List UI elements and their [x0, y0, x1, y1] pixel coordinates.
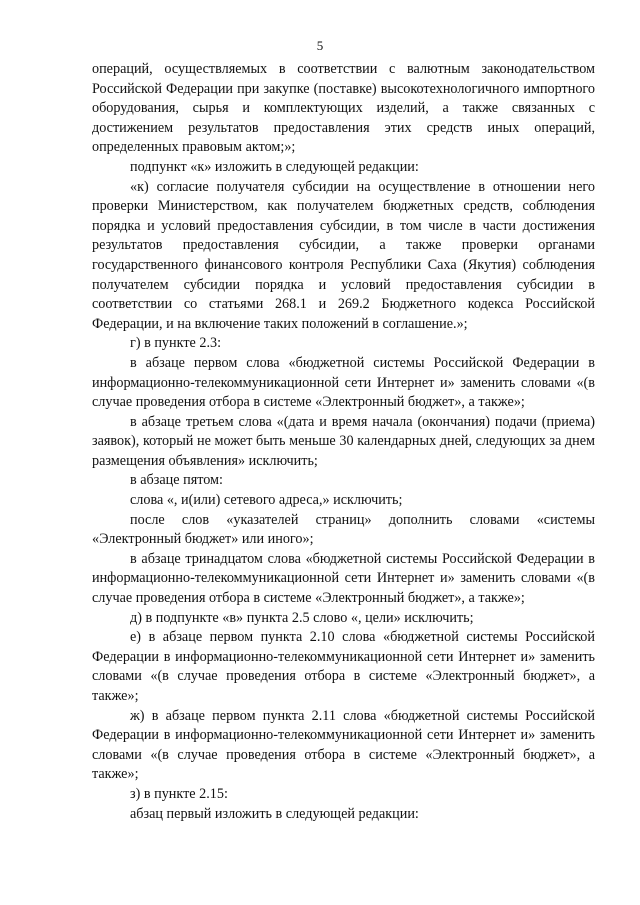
paragraph: в абзаце первом слова «бюджетной системы Российской Федерации в информационно-телекоммуникационной сети Интернет и» заменить словами «(в случае проведения отбора в системе «Электронный бюджет», а также»; — [92, 354, 595, 411]
paragraph: абзац первый изложить в следующей редакции: — [130, 805, 419, 822]
paragraph: «к) согласие получателя субсидии на осуществление в отношении него проверки Министерством, как получателем бюджетных средств, соблюдения порядка и условий предоставления субсидии, в том числе в части достижения результатов предоставления субсидии, а также проверки органами государственного финансового контроля Республики Саха (Якутия) соблюдения получателем субсидии порядка и условий предоставления субсидии в соответствии со статьями 268.1 и 269.2 Бюджетного кодекса Российской Федерации, и на включение таких положений в соглашение.»; — [92, 178, 595, 332]
paragraph: подпункт «к» изложить в следующей редакции: — [130, 158, 419, 175]
paragraph: з) в пункте 2.15: — [130, 785, 228, 802]
paragraph: в абзаце пятом: — [130, 472, 223, 489]
paragraph: ж) в абзаце первом пункта 2.11 слова «бюджетной системы Российской Федерации в информационно-телекоммуникационной сети Интернет и» заменить словами «(в случае проведения отбора в системе «Электронный бюджет», а также»; — [92, 707, 595, 783]
document-body — [92, 60, 595, 824]
paragraph: операций, осуществляемых в соответствии с валютным законодательством Российской Федерации при закупке (поставке) высокотехнологичного импортного оборудования, сырья и комплектующих изделий, а также связанных с достижением результатов предоставления этих средств иных операций, определенных правовым актом;»; — [92, 61, 595, 156]
paragraph: слова «, и(или) сетевого адреса,» исключить; — [130, 492, 403, 509]
paragraph: после слов «указателей страниц» дополнить словами «системы «Электронный бюджет» или иного»; — [92, 511, 595, 548]
page-number: 5 — [316, 38, 324, 53]
paragraph: е) в абзаце первом пункта 2.10 слова «бюджетной системы Российской Федерации в информационно-телекоммуникационной сети Интернет и» заменить словами «(в случае проведения отбора в системе «Электронный бюджет», а также»; — [92, 629, 595, 704]
paragraph: г) в пункте 2.3: — [130, 335, 222, 352]
paragraph: д) в подпункте «в» пункта 2.5 слово «, цели» исключить; — [130, 609, 474, 626]
paragraph: в абзаце тринадцатом слова «бюджетной системы Российской Федерации в информационно-телекоммуникационной сети Интернет и» заменить словами «(в случае проведения отбора в системе «Электронный бюджет», а также»; — [92, 550, 595, 607]
paragraph: в абзаце третьем слова «(дата и время начала (окончания) подачи (приема) заявок), который не может быть меньше 30 календарных дней, следующих за днем размещения объявления» исключить; — [92, 413, 595, 469]
